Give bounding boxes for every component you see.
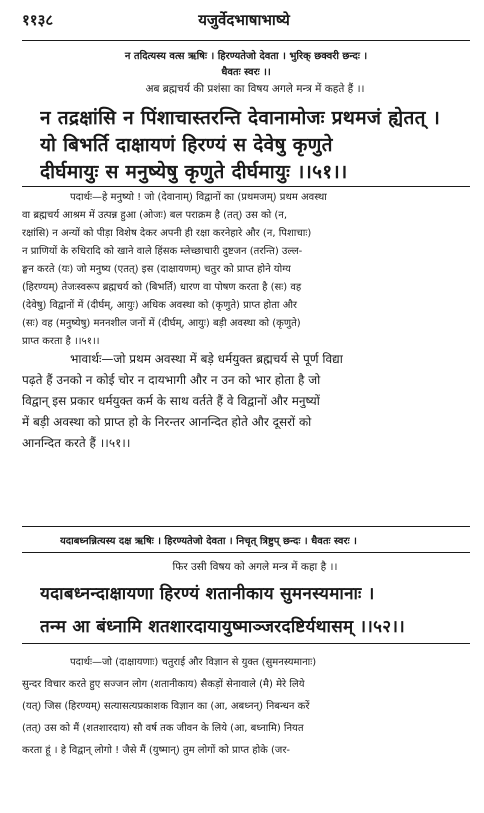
- verse-51-line: यो बिभर्ति दाक्षायणं हिरण्यं स देवेषु कृणुते: [40, 134, 333, 156]
- padartha-51-line: न प्राणियों के रुधिरादि को खाने वाले हिंसक म्लेच्छाचारी दुष्टजन (तरन्ति) उल्ल-: [22, 246, 303, 257]
- padartha-52-line: पदार्थः—जो (दाक्षायणाः) चतुराई और विज्ञान से युक्त (सुमनस्यमानाः): [70, 657, 317, 668]
- bhavartha-51-line: पढ़ते हैं उनको न कोई चोर न दायभागी और न उन को भार होता है जो: [22, 373, 321, 387]
- padartha-52-line: करता हूं । हे विद्वान् लोगो ! जैसे मैं (युष्मान्) तुम लोगों को प्राप्त होके (जर-: [22, 745, 291, 756]
- mantra-intro-51: अब ब्रह्मचर्य की प्रशंसा का विषय अगले मन्त्र में कहते हैं ।।: [145, 83, 365, 95]
- bhavartha-51-line: विद्वान् इस प्रकार धर्मयुक्त कर्म के साथ वर्तते हैं वे विद्वानों और मनुष्यों: [22, 394, 320, 408]
- bhavartha-51-line: भावार्थः—जो प्रथम अवस्था में बड़े धर्मयुक्त ब्रह्मचर्य से पूर्ण विद्या: [70, 352, 343, 366]
- padartha-52-line: सुन्दर विचार करते हुए सज्जन लोग (शतानीकाय) सैकड़ों सेनावाले (मै) मेरे लिये: [22, 679, 305, 690]
- section-rule: [22, 186, 470, 187]
- mantra-meta-51-line2: धैवतः स्वरः ।।: [221, 67, 271, 78]
- padartha-51-line: (हिरण्यम्) तेजःस्वरूप ब्रह्मचर्य को (बिभर्ति) धारण वा पोषण करता है (सः) वह: [22, 282, 302, 293]
- section-rule: [22, 552, 470, 553]
- padartha-52-line: (यत्) जिस (हिरण्यम्) सत्यासत्यप्रकाशक विज्ञान का (आ, अबध्नन्) निबन्धन करें: [22, 701, 310, 712]
- padartha-51-line: प्राप्त करता है ।।५१।।: [22, 336, 100, 347]
- verse-51-line: न तद्रक्षांसि न पिंशाचास्तरन्ति देवानामोजः प्रथमजं ह्येतत् ।: [40, 107, 441, 129]
- running-title: यजुर्वेदभाषाभाष्ये: [198, 11, 290, 29]
- page-number: ११३८: [22, 11, 54, 29]
- padartha-51-line: रक्षांसि) न अन्यों को पीड़ा विशेष देकर अपनी ही रक्षा करनेहारे और (न, पिशाचाः): [22, 228, 312, 239]
- bhavartha-51-line: आनन्दित करते हैं ।।५१।।: [22, 436, 131, 450]
- padartha-51-line: ङ्घन करते (यः) जो मनुष्य (एतत्) इस (दाक्षायणम्) चतुर को प्राप्त होने योग्य: [22, 264, 291, 275]
- verse-52-line: तन्म आ बंध्नामि शतशारदायायुष्माञ्जरदष्टिर्यथासम् ।।५२।।: [40, 617, 405, 637]
- padartha-51-line: (सः) वह (मनुष्येषु) मननशील जनों में (दीर्घम्, आयुः) बड़ी अवस्था को (कृणुते): [22, 318, 301, 329]
- section-rule: [22, 526, 470, 527]
- padartha-51-line: वा ब्रह्मचर्य आश्रम में उत्पन्न हुआ (ओजः) बल पराक्रम है (तत्) उस को (न,: [22, 210, 288, 221]
- padartha-52-line: (तत्) उस को मैं (शतशारदाय) सौ वर्ष तक जीवन के लिये (आ, बध्नामि) नियत: [22, 723, 304, 734]
- header-rule: [22, 40, 470, 41]
- verse-52-line: यदाबध्नन्दाक्षायणा हिरण्यं शतानीकाय सुमनस्यमानाः ।: [40, 584, 375, 604]
- verse-51-line: दीर्घमायुः स मनुष्येषु कृणुते दीर्घमायुः ।।५१।।: [40, 161, 348, 183]
- mantra-intro-52: फिर उसी विषय को अगले मन्त्र में कहा है ।।: [172, 561, 338, 573]
- padartha-51-line: (देवेषु) विद्वानों में (दीर्घम्, आयुः) अधिक अवस्था को (कृणुते) प्राप्त होता और: [22, 300, 298, 311]
- page-header: [22, 8, 466, 38]
- padartha-51-line: पदार्थः—हे मनुष्यो ! जो (देवानाम्) विद्वानों का (प्रथमजम्) प्रथम अवस्था: [70, 192, 327, 203]
- bhavartha-51-line: में बड़ी अवस्था को प्राप्त हो के निरन्तर आनन्दित होते और दूसरों को: [22, 415, 312, 429]
- mantra-meta-52: यदाबध्नन्नित्यस्य दक्ष ऋषिः । हिरण्यतेजो देवता । निचृत् त्रिष्टुप् छन्दः । धैवतः स्वरः ।: [60, 536, 357, 547]
- section-rule: [22, 643, 470, 644]
- mantra-meta-51-line1: न तदित्यस्य वत्स ऋषिः । हिरण्यतेजो देवता । भुरिक् छक्वरी छन्दः ।: [124, 51, 368, 62]
